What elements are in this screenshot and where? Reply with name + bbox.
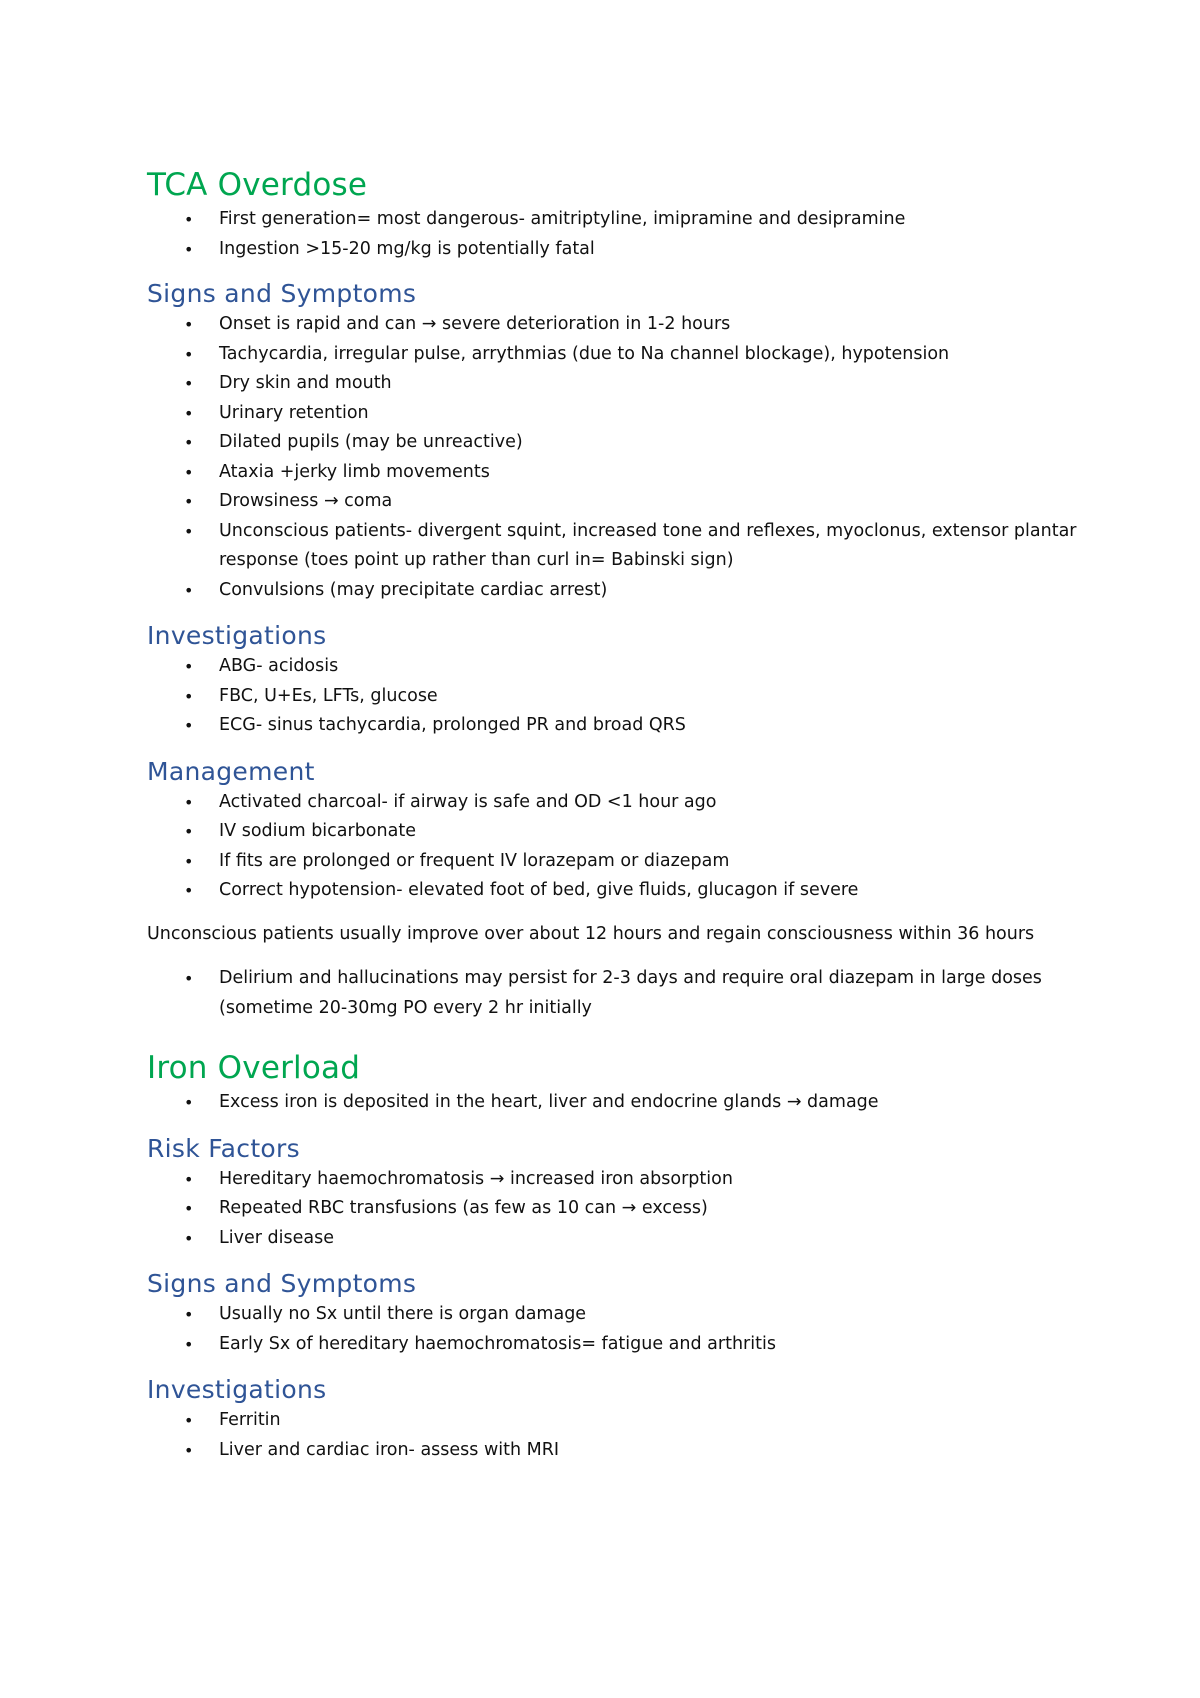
document-content [147,165,1077,1465]
list-item-text: FBC, U+Es, LFTs, glucose [219,685,438,706]
list-item-text: Ataxia +jerky limb movements [219,461,490,482]
list-item [147,1224,1077,1254]
list-item [147,1165,1077,1195]
list-tca-after-note [147,964,1067,1023]
list-item-text: If fits are prolonged or frequent IV lorazepam or diazepam [219,850,730,871]
list-tca-intro [147,205,1077,264]
heading-tca-management: Management [147,756,315,786]
list-item-text: Ingestion >15-20 mg/kg is potentially fatal [219,238,595,259]
list-item-text: Dry skin and mouth [219,373,392,393]
bullet-icon: • [184,686,194,706]
list-item-text: Liver disease [219,1227,334,1248]
bullet-icon: • [184,521,194,541]
bullet-icon: • [184,1169,194,1189]
list-item [147,399,1077,429]
list-item [147,652,1077,682]
list-item-text: Hereditary haemochromatosis → increased iron absorption [219,1168,733,1189]
list-item [147,1194,1077,1224]
bullet-icon: • [184,1093,194,1112]
bullet-icon: • [184,239,194,259]
list-tca-signs [147,310,1077,605]
list-item [147,205,1077,235]
list-item-text: Activated charcoal- if airway is safe and OD <1 hour ago [219,791,717,812]
bullet-icon: • [184,792,194,812]
heading-iron-overload: Iron Overload [147,1050,361,1086]
heading-tca-investigations: Investigations [147,621,327,650]
list-iron-investigations [147,1406,1077,1465]
list-item-text: Onset is rapid and can → severe deterioration in 1-2 hours [219,314,731,334]
list-item [147,1300,1077,1330]
list-item-text: Usually no Sx until there is organ damage [219,1304,587,1324]
bullet-icon: • [184,851,194,871]
list-iron-intro [147,1088,1077,1118]
list-item-text: Liver and cardiac iron- assess with MRI [219,1439,560,1460]
list-item-text: Repeated RBC transfusions (as few as 10 can → excess) [219,1198,708,1218]
list-item-text: Unconscious patients- divergent squint, increased tone and reflexes, myoclonus, extensor plantar response (toes point up rather than curl in= Babinski sign) [219,520,1077,570]
heading-iron-signs: Signs and Symptoms [147,1269,417,1298]
list-item-text: Excess iron is deposited in the heart, liver and endocrine glands → damage [219,1092,879,1112]
bullet-icon: • [184,403,194,423]
bullet-icon: • [184,315,194,334]
list-item-text: Early Sx of hereditary haemochromatosis= fatigue and arthritis [219,1333,776,1354]
heading-tca-overdose: TCA Overdose [147,167,368,203]
list-item-text: Convulsions (may precipitate cardiac arrest) [219,579,608,600]
list-item [147,788,1077,818]
list-item [147,1406,1077,1436]
bullet-icon: • [184,433,194,452]
list-item [147,458,1077,488]
list-item [147,369,1077,399]
list-item [147,487,1077,517]
list-tca-investigations [147,652,1077,741]
bullet-icon: • [184,580,194,600]
list-item [147,817,1077,847]
list-item-text: Delirium and hallucinations may persist for 2-3 days and require oral diazepam in large doses (sometime 20-30mg PO every 2 hr initially [219,968,1042,1018]
bullet-icon: • [184,822,194,841]
bullet-icon: • [184,492,194,511]
list-item [147,711,1077,741]
list-item-text: Urinary retention [219,402,369,423]
list-item-text: ECG- sinus tachycardia, prolonged PR and broad QRS [219,715,686,735]
heading-tca-signs: Signs and Symptoms [147,279,417,308]
list-item [147,682,1077,712]
bullet-icon: • [184,881,194,900]
bullet-icon: • [184,374,194,393]
list-item-text: Drowsiness → coma [219,491,393,511]
bullet-icon: • [184,969,194,988]
list-item-text: Dilated pupils (may be unreactive) [219,432,523,452]
bullet-icon: • [184,1440,194,1460]
list-item-text: Tachycardia, irregular pulse, arrythmias (due to Na channel blockage), hypotension [219,343,950,364]
bullet-icon: • [184,462,194,482]
heading-iron-investigations: Investigations [147,1375,327,1404]
bullet-icon: • [184,210,194,229]
note-unconscious: Unconscious patients usually improve over about 12 hours and regain consciousness within 36 hours [147,923,1035,944]
list-item [147,576,1077,606]
list-item [147,1436,1077,1466]
list-item-text: Ferritin [219,1410,281,1430]
list-item [147,235,1077,265]
heading-iron-risk: Risk Factors [147,1133,300,1163]
list-item [147,1088,1077,1118]
list-item-text: IV sodium bicarbonate [219,821,416,841]
bullet-icon: • [184,344,194,364]
list-item [147,964,1067,1023]
list-item [147,428,1077,458]
bullet-icon: • [184,1411,194,1430]
bullet-icon: • [184,657,194,676]
list-item [147,876,1077,906]
list-iron-signs [147,1300,1077,1359]
list-item [147,310,1077,340]
bullet-icon: • [184,1199,194,1218]
bullet-icon: • [184,1228,194,1248]
list-item-text: First generation= most dangerous- amitriptyline, imipramine and desipramine [219,209,906,229]
list-item-text: Correct hypotension- elevated foot of bed, give fluids, glucagon if severe [219,880,859,900]
list-item [147,517,1077,576]
list-item [147,1330,1077,1360]
list-item [147,340,1077,370]
list-item-text: ABG- acidosis [219,656,339,676]
list-tca-management [147,788,1077,906]
list-iron-risk [147,1165,1077,1254]
bullet-icon: • [184,1334,194,1354]
list-item [147,847,1077,877]
bullet-icon: • [184,716,194,735]
bullet-icon: • [184,1305,194,1324]
